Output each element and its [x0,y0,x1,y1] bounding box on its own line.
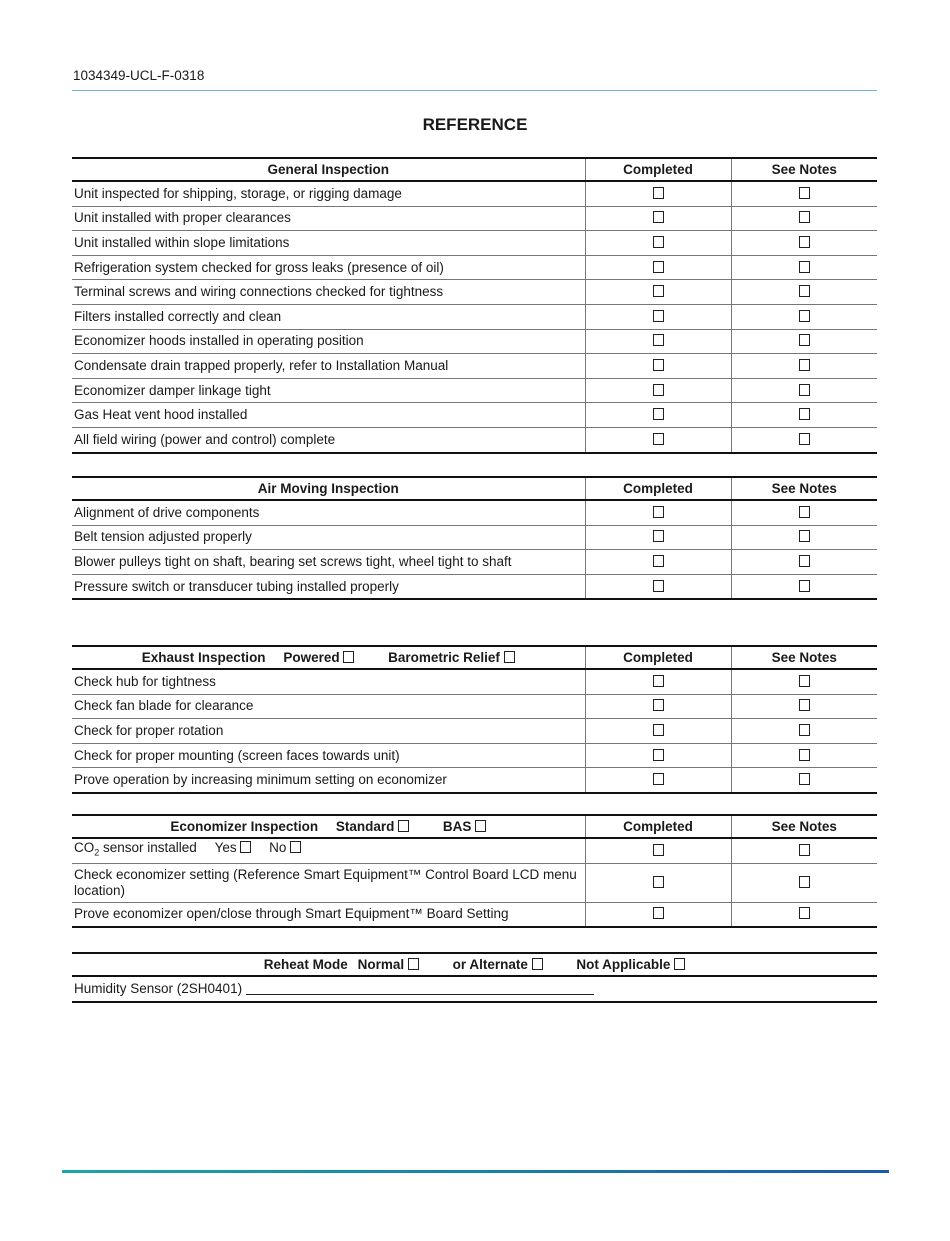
air-heading: Air Moving Inspection [257,481,399,496]
row-label: Alignment of drive components [74,504,260,520]
economizer-heading: Economizer Inspection [170,819,319,834]
completed-checkbox[interactable] [653,261,664,273]
see-notes-checkbox[interactable] [799,844,810,856]
see-notes-checkbox[interactable] [799,506,810,518]
bas-label: BAS [442,819,472,834]
table-row [72,206,877,231]
alternate-label: or Alternate [452,957,528,972]
row-label: Gas Heat vent hood installed [72,403,585,428]
table-row [72,378,877,403]
table-row [72,550,877,575]
completed-header: Completed [585,646,731,669]
table-row [72,231,877,256]
completed-checkbox[interactable] [653,285,664,297]
co2-no-checkbox[interactable] [290,841,301,853]
row-label: Prove economizer open/close through Smart Equipment™ Board Setting [72,902,585,927]
table-row [72,719,877,744]
see-notes-checkbox[interactable] [799,187,810,199]
completed-checkbox[interactable] [653,359,664,371]
completed-header: Completed [585,815,731,838]
normal-checkbox[interactable] [408,958,419,970]
table-row [72,838,877,863]
table-row [72,329,877,354]
co2-row-label: $CO_2$ sensor installed Yes No [72,838,585,863]
row-label: Economizer hoods installed in operating position [72,329,585,354]
see-notes-header: See Notes [731,815,877,838]
co2-yes-checkbox[interactable] [240,841,251,853]
see-notes-checkbox[interactable] [799,285,810,297]
completed-header: Completed [585,477,731,500]
completed-checkbox[interactable] [653,530,664,542]
completed-checkbox[interactable] [653,187,664,199]
humidity-sensor-field[interactable] [246,982,594,995]
row-label: Economizer damper linkage tight [72,378,585,403]
bas-checkbox[interactable] [475,820,486,832]
general-inspection-table [72,157,877,454]
reheat-mode-table [72,952,877,1003]
completed-checkbox[interactable] [653,408,664,420]
table-row [72,354,877,379]
see-notes-checkbox[interactable] [799,555,810,567]
completed-checkbox[interactable] [653,310,664,322]
barometric-relief-checkbox[interactable] [504,651,515,663]
table-row [72,181,877,206]
economizer-inspection-table [72,814,877,928]
not-applicable-checkbox[interactable] [674,958,685,970]
document-id: 1034349-UCL-F-0318 [73,68,205,83]
row-label: Pressure switch or transducer tubing installed properly [72,574,585,599]
powered-label: Powered [283,650,340,665]
see-notes-checkbox[interactable] [799,876,810,888]
see-notes-checkbox[interactable] [799,384,810,396]
standard-checkbox[interactable] [398,820,409,832]
see-notes-checkbox[interactable] [799,211,810,223]
exhaust-inspection-table [72,645,877,794]
table-row [72,525,877,550]
completed-checkbox[interactable] [653,844,664,856]
header-divider [72,90,877,91]
row-label: Terminal screws and wiring connections checked for tightness [72,280,585,305]
completed-checkbox[interactable] [653,699,664,711]
row-label: Condensate drain trapped properly, refer to Installation Manual [72,354,585,379]
see-notes-header: See Notes [731,646,877,669]
table-row [72,255,877,280]
table-row [72,500,877,525]
completed-header: Completed [585,158,731,181]
air-moving-inspection-table [72,476,877,600]
row-label: Blower pulleys tight on shaft, bearing set screws tight, wheel tight to shaft [72,550,585,575]
see-notes-checkbox[interactable] [799,907,810,919]
completed-checkbox[interactable] [653,773,664,785]
see-notes-header: See Notes [731,477,877,500]
completed-checkbox[interactable] [653,724,664,736]
table-row [72,863,877,902]
row-label: Check fan blade for clearance [72,694,585,719]
row-label: All field wiring (power and control) complete [72,427,585,452]
completed-checkbox[interactable] [653,907,664,919]
row-label: Unit installed within slope limitations [72,231,585,256]
table-row [72,976,877,1002]
completed-checkbox[interactable] [653,384,664,396]
table-row [72,902,877,927]
alternate-checkbox[interactable] [532,958,543,970]
row-label: Belt tension adjusted properly [72,525,585,550]
see-notes-checkbox[interactable] [799,699,810,711]
see-notes-checkbox[interactable] [799,236,810,248]
row-label: Unit installed with proper clearances [72,206,585,231]
see-notes-checkbox[interactable] [799,408,810,420]
economizer-heading-cell [72,815,585,838]
reheat-heading: Reheat Mode [263,957,348,972]
humidity-sensor-row [72,976,877,1002]
humidity-sensor-label: Humidity Sensor (2SH0401) [74,980,243,996]
see-notes-checkbox[interactable] [799,310,810,322]
see-notes-checkbox[interactable] [799,773,810,785]
table-row [72,669,877,694]
see-notes-checkbox[interactable] [799,261,810,273]
row-label: Check economizer setting (Reference Smart Equipment™ Control Board LCD menu location) [72,863,585,902]
standard-label: Standard [335,819,395,834]
exhaust-heading-cell [72,646,585,669]
table-row [72,694,877,719]
footer-divider [62,1170,889,1173]
reheat-heading-cell [72,953,877,976]
table-row [72,280,877,305]
not-applicable-label: Not Applicable [576,957,671,972]
co2-no-label: No [269,840,287,856]
general-heading: General Inspection [267,162,390,177]
completed-checkbox[interactable] [653,334,664,346]
row-label: Check for proper rotation [72,719,585,744]
completed-checkbox[interactable] [653,433,664,445]
completed-checkbox[interactable] [653,555,664,567]
table-row [72,574,877,599]
see-notes-checkbox[interactable] [799,530,810,542]
completed-checkbox[interactable] [653,580,664,592]
barometric-relief-label: Barometric Relief [388,650,500,665]
completed-checkbox[interactable] [653,211,664,223]
page-title: REFERENCE [422,115,528,134]
exhaust-heading: Exhaust Inspection [141,650,266,665]
row-label: Prove operation by increasing minimum setting on economizer [72,768,585,793]
see-notes-checkbox[interactable] [799,675,810,687]
table-row [72,403,877,428]
see-notes-header: See Notes [731,158,877,181]
table-row [72,304,877,329]
table-row [72,743,877,768]
completed-checkbox[interactable] [653,506,664,518]
row-label: Refrigeration system checked for gross leaks (presence of oil) [72,255,585,280]
powered-checkbox[interactable] [343,651,354,663]
row-label: Check for proper mounting (screen faces towards unit) [72,743,585,768]
see-notes-checkbox[interactable] [799,334,810,346]
completed-checkbox[interactable] [653,675,664,687]
completed-checkbox[interactable] [653,749,664,761]
completed-checkbox[interactable] [653,876,664,888]
co2-yes-label: Yes [214,840,237,856]
see-notes-checkbox[interactable] [799,433,810,445]
see-notes-checkbox[interactable] [799,724,810,736]
row-label: Unit inspected for shipping, storage, or rigging damage [74,185,402,201]
see-notes-checkbox[interactable] [799,749,810,761]
table-row [72,427,877,452]
see-notes-checkbox[interactable] [799,359,810,371]
completed-checkbox[interactable] [653,236,664,248]
normal-label: Normal [357,957,405,972]
row-label: Check hub for tightness [74,673,216,689]
row-label: Filters installed correctly and clean [72,304,585,329]
see-notes-checkbox[interactable] [799,580,810,592]
table-row [72,768,877,793]
